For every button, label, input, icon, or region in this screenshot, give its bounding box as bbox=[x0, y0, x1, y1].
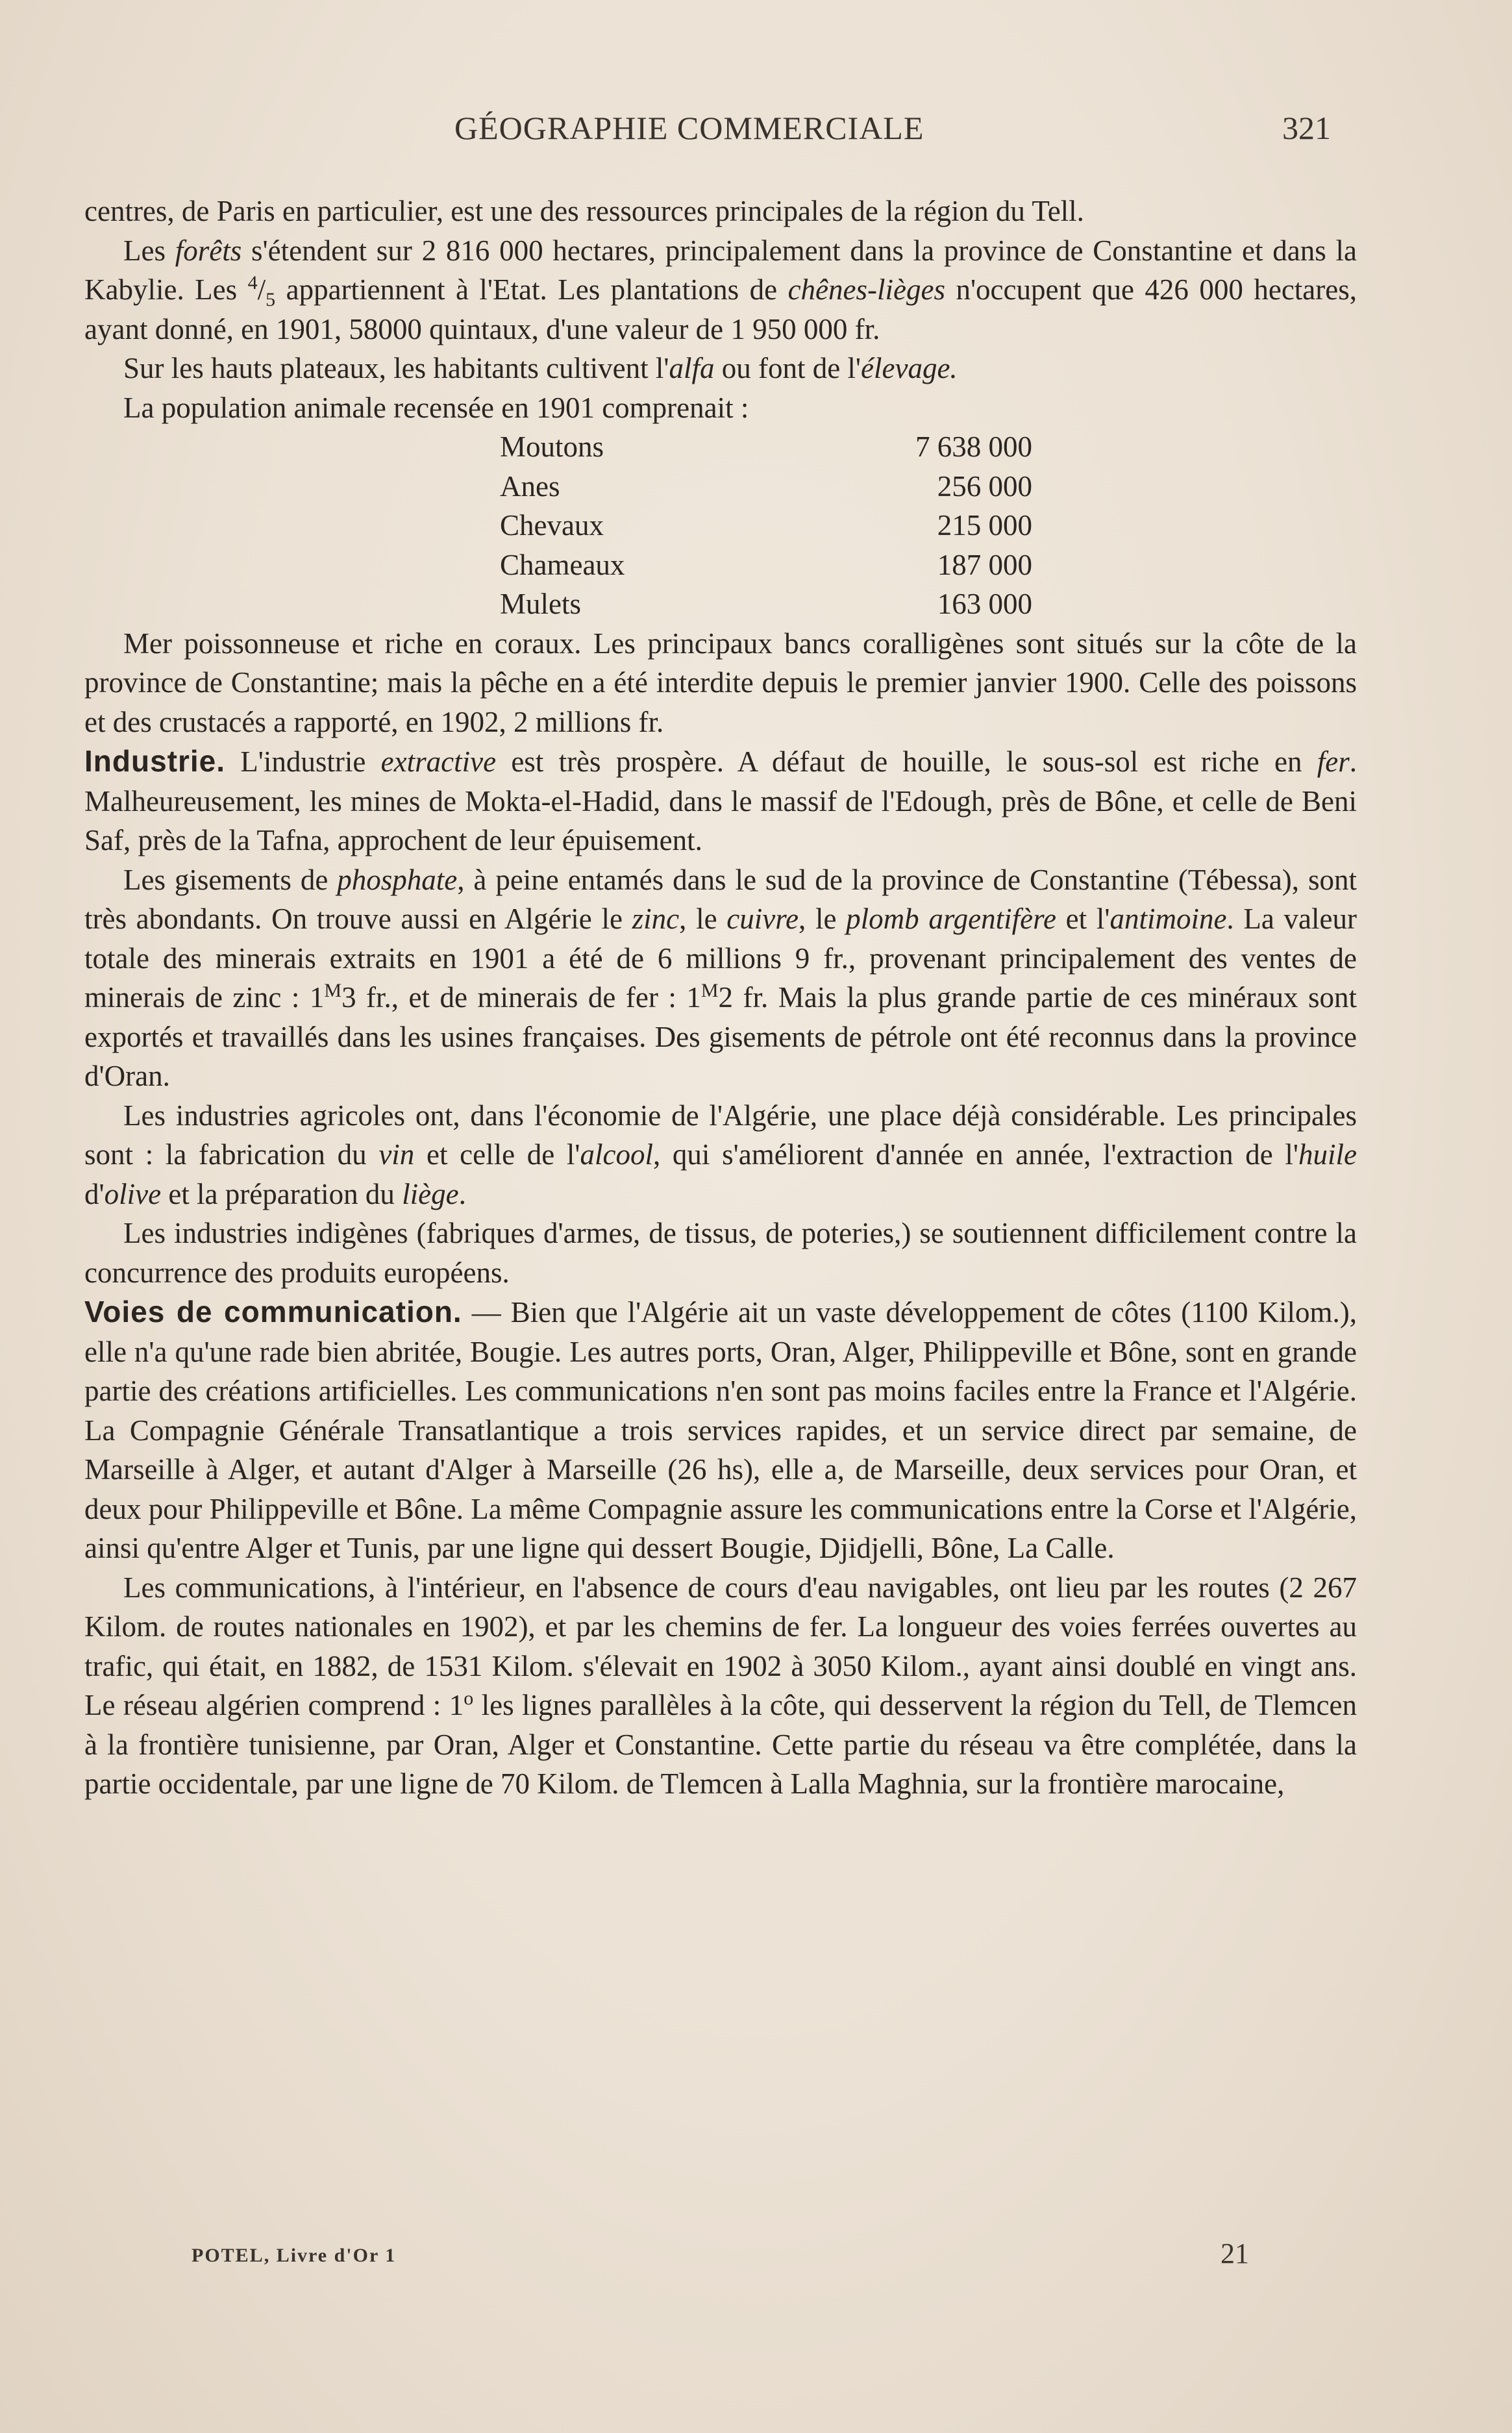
paragraph-communications: Les communications, à l'intérieur, en l'absence de cours d'eau navigables, ont lieu par les routes (2 267 Kilom. de routes nationales en 1902), et par les chemins de fer. La longueur des voies ferrées ouvertes au trafic, qui était, en 1882, de 1531 Kilom. s'élevait en 1902 à 3050 Kilom., ayant ainsi doublé en vingt ans. Le réseau algérien comprend : 1$^o$ les lignes parallèles à la côte, qui desservent la région du Tell, de Tlemcen à la frontière tunisienne, par Oran, Alger et Constantine. Cette partie du réseau va être complétée, dans la partie occidentale, par une ligne de 70 Kilom. de Tlemcen à Lalla Maghnia, sur la frontière marocaine, bbox=[84, 1571, 1357, 1800]
table-row bbox=[500, 545, 1032, 585]
page-number: 321 bbox=[1282, 110, 1331, 146]
livestock-count: 215 000 bbox=[937, 509, 1032, 542]
paragraph-hauts-plateaux: Sur les hauts plateaux, les habitants cultivent l'alfa ou font de l'élevage. bbox=[123, 352, 958, 384]
section-heading-voies: Voies de communication. bbox=[84, 1295, 462, 1329]
printer-signature: POTEL, Livre d'Or 1 bbox=[192, 2245, 397, 2266]
table-row bbox=[500, 584, 1032, 624]
page-header bbox=[0, 109, 1512, 155]
livestock-animal: Mulets bbox=[500, 588, 582, 620]
livestock-animal: Chevaux bbox=[500, 509, 604, 542]
livestock-count: 7 638 000 bbox=[915, 430, 1032, 463]
livestock-animal: Anes bbox=[500, 469, 560, 503]
livestock-animal: Chameaux bbox=[500, 548, 625, 581]
table-row bbox=[500, 506, 1032, 545]
livestock-count: 187 000 bbox=[937, 548, 1032, 581]
term-alfa: alfa bbox=[669, 352, 715, 384]
paragraph-industries-agricoles: Les industries agricoles ont, dans l'économie de l'Algérie, une place déjà considérable. Les principales sont : la fabrication du vin et celle de l'alcool, qui s'améliorent d'année en année, l'extraction de l'huile d'olive et la préparation du liège. bbox=[84, 1099, 1357, 1210]
paragraph-industrie: Industrie. L'industrie extractive est très prospère. A défaut de houille, le sous-sol est riche en fer. Malheureusement, les mines de Mokta-el-Hadid, dans le massif de l'Edough, près de Bône, et celle de Beni Saf, près de la Tafna, approchent de leur épuisement. bbox=[84, 744, 1357, 856]
paragraph-voies: Voies de communication. — Bien que l'Algérie ait un vaste développement de côtes (1100 Kilom.), elle n'a qu'une rade bien abritée, Bougie. Les autres ports, Oran, Alger, Philippeville et Bône, sont en grande partie des créations artificielles. Les communications n'en sont pas moins faciles entre la France et l'Algérie. La Compagnie Générale Transatlantique a trois services rapides, et un service direct par semaine, de Marseille à Alger, et autant d'Alger à Marseille (26 hs), elle a, de Marseille, deux services pour Oran, et deux pour Philippeville et Bône. La même Compagnie assure les communications entre la Corse et l'Algérie, ainsi qu'entre Alger et Tunis, par une ligne qui dessert Bougie, Djidjelli, Bône, La Calle. bbox=[84, 1295, 1357, 1564]
paragraph-population: La population animale recensée en 1901 comprenait : bbox=[123, 391, 749, 424]
livestock-table bbox=[500, 427, 1032, 624]
page-body bbox=[84, 192, 1357, 1804]
livestock-count: 256 000 bbox=[937, 469, 1032, 503]
livestock-count: 163 000 bbox=[937, 588, 1032, 620]
term-elevage: élevage. bbox=[861, 352, 958, 384]
term-forets: forêts bbox=[175, 234, 242, 267]
running-title: GÉOGRAPHIE COMMERCIALE bbox=[454, 110, 924, 146]
paragraph-industries-indigenes: Les industries indigènes (fabriques d'armes, de tissus, de poteries,) se soutiennent difficilement contre la concurrence des produits européens. bbox=[84, 1217, 1357, 1289]
paragraph-forets: Les forêts s'étendent sur 2 816 000 hectares, principalement dans la province de Constantine et dans la Kabylie. Les $^4/_5$ appartiennent à l'Etat. Les plantations de chênes-lièges n'occupent que 426 000 hectares, ayant donné, en 1901, 58000 quintaux, d'une valeur de 1 950 000 fr. bbox=[84, 234, 1357, 345]
table-row bbox=[500, 427, 1032, 467]
livestock-animal: Moutons bbox=[500, 430, 604, 463]
page-footer bbox=[0, 2237, 1512, 2276]
section-heading-industrie: Industrie. bbox=[84, 744, 226, 778]
paragraph-mer: Mer poissonneuse et riche en coraux. Les principaux bancs coralligènes sont situés sur la côte de la province de Constantine; mais la pêche en a été interdite depuis le premier janvier 1900. Celle des poissons et des crustacés a rapporté, en 1902, 2 millions fr. bbox=[84, 627, 1357, 738]
table-row bbox=[500, 467, 1032, 506]
paragraph-phosphate: Les gisements de phosphate, à peine entamés dans le sud de la province de Constantine (Tébessa), sont très abondants. On trouve aussi en Algérie le zinc, le cuivre, le plomb argentifère et l'antimoine. La valeur totale des minerais extraits en 1901 a été de 6 millions 9 fr., provenant principalement des ventes de minerais de zinc : $1^M3$ fr., et de minerais de fer : $1^M2$ fr. Mais la plus grande partie de ces minéraux sont exportés et travaillés dans les usines françaises. Des gisements de pétrole ont été reconnus dans la province d'Oran. bbox=[84, 863, 1357, 1092]
sheet-number: 21 bbox=[1221, 2238, 1249, 2269]
paragraph: centres, de Paris en particulier, est une des ressources principales de la région du Tell. bbox=[84, 195, 1084, 227]
term-chenes-lieges: chênes-lièges bbox=[787, 273, 945, 306]
